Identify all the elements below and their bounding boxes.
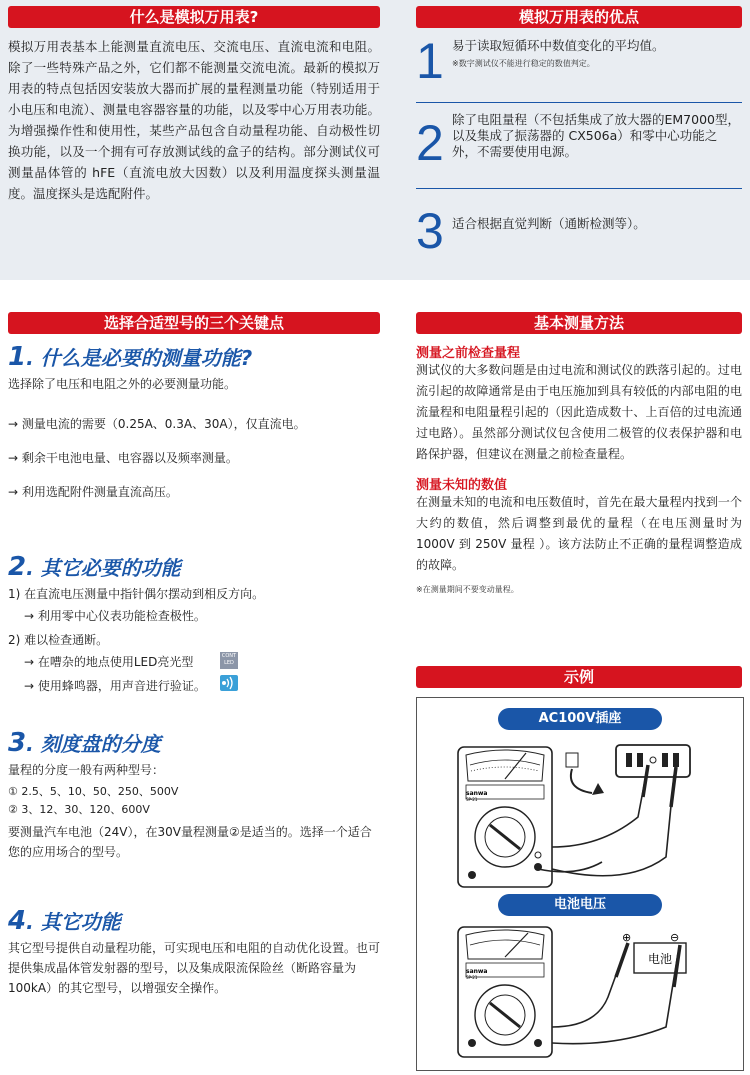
advantages-header: 模拟万用表的优点	[416, 6, 742, 28]
advantage-divider	[416, 188, 742, 189]
what-is-body: 模拟万用表基本上能测量直流电压、交流电压、直流电流和电阻。除了一些特殊产品之外，它们都不能测量交流电流。最新的模拟万用表的特点包括因安装放大器而扩展的量程测量功能（特别适用于小电压和电流）、测量电容器容量的功能，以及零中心万用表功能。为增强操作性和使用性，某些产品包含自动量程功能、自动极性切换功能，以及一个拥有可存放测试线的盒子的结构。部分测试仪可测量晶体管的 hFE（直流电放大因数）以及利用温度探头测量温度。温度探头是选配附件。	[8, 39, 380, 201]
section-3-body: 要测量汽车电池（24V），在30V量程测量②是适当的。选择一个适合您的应用场合的型号。	[8, 825, 372, 859]
basic-note: ※在测量期间不要变动量程。	[416, 585, 519, 594]
meter-1-brand: sanwa	[466, 790, 488, 797]
section-3-title: 3. 刻度盘的分度	[8, 728, 161, 758]
section-3-title-text: 刻度盘的分度	[40, 732, 161, 756]
example-diagram	[416, 697, 742, 1069]
section-1-number: 1	[8, 342, 27, 372]
section-4-body: 其它型号提供自动量程功能，可实现电压和电阻的自动优化设置。也可提供集成晶体管发射器的型号，以及集成限流保险丝（断路容量为 100kA）的其它型号，以增强安全操作。	[8, 941, 381, 995]
section-2-title-text: 其它必要的功能	[40, 556, 181, 580]
meter-2-model: SP-21	[466, 975, 478, 980]
section-1-title: 1. 什么是必要的测量功能?	[8, 342, 253, 372]
advantage-number-2: 2	[416, 115, 444, 171]
advantage-number-3: 3	[416, 203, 444, 259]
led-icon: CONT LED	[220, 652, 238, 669]
section-1-title-text: 什么是必要的测量功能?	[40, 346, 253, 370]
meter-1-model: SP-21	[466, 797, 478, 802]
basic-body-1: 测试仪的大多数问题是由过电流和测试仪的跌落引起的。过电流引起的故障通常是由于电压施加到具有较低的内部电阻的电流量程和电阻量程引起的（因此造成数十、上百倍的过电流通过电路）。虽然部分测试仪包含使用二极管的仪表保护器和电路保护器，但建议在测量之前检查量程。	[416, 363, 742, 461]
basic-body-2: 在测量未知的电流和电压数值时，首先在最大量程内找到一个大约的数值，然后调整到最优的量程（在电压测量时为 1000V 到 250V 量程 ）。该方法防止不正确的量程调整造成的故障。	[416, 495, 742, 572]
advantage-item-1	[452, 38, 742, 72]
multimeter-illustration-2	[458, 927, 552, 1057]
advantage-divider	[416, 102, 742, 103]
section-4-number: 4	[8, 906, 27, 936]
minus-symbol: ⊖	[670, 931, 680, 944]
section-4-title: 4. 其它功能	[8, 906, 121, 936]
basic-subtitle-2: 测量未知的数值	[416, 478, 508, 493]
key-points-header: 选择合适型号的三个关键点	[8, 312, 380, 334]
basic-header: 基本测量方法	[416, 312, 742, 334]
section-3-option-1: ① 2.5、5、10、50、250、500V	[8, 785, 179, 798]
section-2-line-2: 2) 难以检查通断。	[8, 633, 109, 647]
section-1-item-3: → 利用选配附件测量直流高压。	[8, 485, 178, 499]
section-2-number: 2	[8, 552, 27, 582]
section-2-line-2a: → 在嘈杂的地点使用LED亮光型	[24, 655, 194, 669]
ac-outlet-label: AC100V插座	[498, 708, 662, 730]
section-3-number: 3	[8, 728, 27, 758]
example-header: 示例	[416, 666, 742, 688]
basic-subtitle-1: 测量之前检查量程	[416, 346, 521, 361]
section-4-title-text: 其它功能	[40, 910, 121, 934]
battery-voltage-label: 电池电压	[498, 894, 662, 916]
section-2-line-1: 1) 在直流电压测量中指针偶尔摆动到相反方向。	[8, 587, 265, 601]
multimeter-illustration-1	[458, 747, 552, 887]
advantage-text-2: 除了电阻量程（不包括集成了放大器的EM7000型，以及集成了振荡器的 CX506a）和零中心功能之外，不需要使用电源。	[452, 112, 740, 159]
section-2-line-2b: → 使用蜂鸣器，用声音进行验证。	[24, 679, 206, 693]
advantage-text-1: 易于读取短循环中数值变化的平均值。	[452, 38, 665, 53]
buzzer-icon	[220, 675, 238, 691]
advantage-number-1: 1	[416, 33, 444, 89]
battery-label: 电池	[647, 952, 673, 966]
section-3-intro: 量程的分度一般有两种型号：	[8, 763, 165, 777]
plus-symbol: ⊕	[622, 931, 632, 944]
what-is-header: 什么是模拟万用表?	[8, 6, 380, 28]
section-3-option-2: ② 3、12、30、120、600V	[8, 803, 150, 816]
meter-2-brand: sanwa	[466, 968, 488, 975]
section-2-line-1b: → 利用零中心仪表功能检查极性。	[24, 609, 206, 623]
section-2-title: 2. 其它必要的功能	[8, 552, 181, 582]
advantage-note-1: ※数字测试仪不能进行稳定的数值判定。	[452, 59, 595, 68]
advantage-text-3: 适合根据直觉判断（通断检测等）。	[452, 216, 646, 231]
section-1-item-2: → 剩余干电池电量、电容器以及频率测量。	[8, 451, 238, 465]
section-1-intro: 选择除了电压和电阻之外的必要测量功能。	[8, 377, 237, 391]
section-1-item-1: → 测量电流的需要（0.25A、0.3A、30A），仅直流电。	[8, 417, 306, 431]
